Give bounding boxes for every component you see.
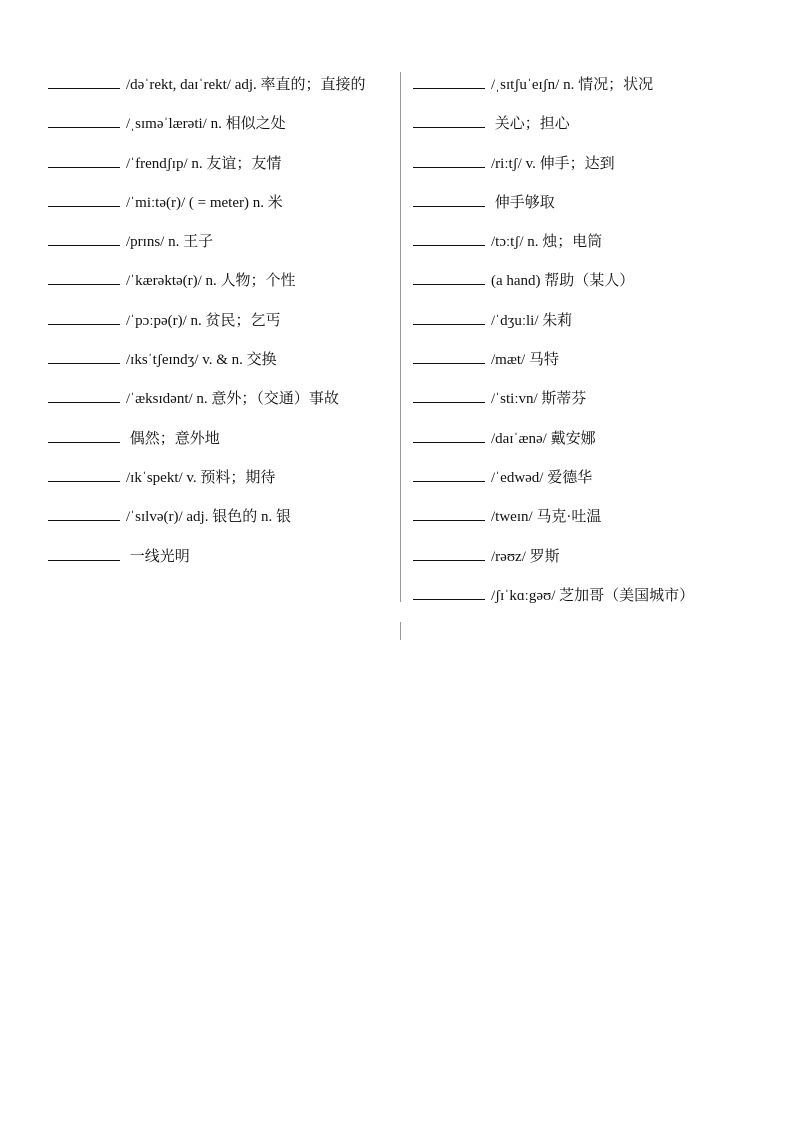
entry-text: /ʃɪˈkɑːgəʊ/ 芝加哥（美国城市） <box>491 587 695 604</box>
vocab-entry <box>48 105 388 144</box>
entry-text: /ɪkˈspekt/ v. 预料；期待 <box>126 469 276 486</box>
entry-text: /ˈstiːvn/ 斯蒂芬 <box>491 391 587 408</box>
entry-text: /riːtʃ/ v. 伸手；达到 <box>491 155 615 172</box>
vocab-entry <box>48 66 388 105</box>
answer-blank[interactable] <box>48 192 120 207</box>
entry-text: /ˈfrendʃɪp/ n. 友谊；友情 <box>126 155 282 172</box>
vocab-entry <box>413 223 733 262</box>
answer-blank[interactable] <box>413 428 485 443</box>
column-divider <box>400 72 401 602</box>
entry-text: /mæt/ 马特 <box>491 352 559 369</box>
entry-text: 一线光明 <box>126 548 190 565</box>
vocab-entry <box>413 459 733 498</box>
entry-text: /ˈsɪlvə(r)/ adj. 银色的 n. 银 <box>126 509 291 526</box>
answer-blank[interactable] <box>48 546 120 561</box>
vocab-entry <box>48 341 388 380</box>
entry-text: /daɪˈænə/ 戴安娜 <box>491 430 596 447</box>
entry-text: /tweɪn/ 马克·吐温 <box>491 509 602 526</box>
vocab-entry <box>48 538 388 577</box>
entry-text: (a hand) 帮助（某人） <box>491 273 635 290</box>
vocab-entry <box>48 380 388 419</box>
entry-text: 伸手够取 <box>491 194 555 211</box>
entry-text: /rəʊz/ 罗斯 <box>491 548 560 565</box>
left-vocabulary-column <box>48 66 388 577</box>
vocab-entry <box>48 498 388 537</box>
answer-blank[interactable] <box>48 388 120 403</box>
answer-blank[interactable] <box>48 113 120 128</box>
answer-blank[interactable] <box>413 153 485 168</box>
vocab-entry <box>413 420 733 459</box>
vocab-entry <box>48 262 388 301</box>
answer-blank[interactable] <box>48 153 120 168</box>
entry-text: /ˈpɔːpə(r)/ n. 贫民；乞丐 <box>126 312 281 329</box>
entry-text: /ɪksˈtʃeɪndʒ/ v. & n. 交换 <box>126 352 277 369</box>
vocab-entry <box>413 184 733 223</box>
vocab-entry <box>413 105 733 144</box>
vocab-entry <box>413 577 733 616</box>
answer-blank[interactable] <box>413 270 485 285</box>
entry-text: /ˈkærəktə(r)/ n. 人物；个性 <box>126 273 296 290</box>
column-divider-fragment <box>400 622 401 640</box>
answer-blank[interactable] <box>48 506 120 521</box>
answer-blank[interactable] <box>413 546 485 561</box>
right-vocabulary-column <box>413 66 733 616</box>
answer-blank[interactable] <box>413 388 485 403</box>
answer-blank[interactable] <box>48 231 120 246</box>
entry-text: /ˌsɪməˈlærəti/ n. 相似之处 <box>126 116 286 133</box>
answer-blank[interactable] <box>413 467 485 482</box>
vocab-entry <box>413 380 733 419</box>
entry-text: /tɔːtʃ/ n. 烛；电筒 <box>491 234 603 251</box>
entry-text: /ˌsɪtʃuˈeɪʃn/ n. 情况；状况 <box>491 77 654 93</box>
answer-blank[interactable] <box>413 349 485 364</box>
entry-text: /ˈmiːtə(r)/ ( = meter) n. 米 <box>126 194 283 211</box>
answer-blank[interactable] <box>413 506 485 521</box>
vocab-entry <box>413 145 733 184</box>
answer-blank[interactable] <box>48 310 120 325</box>
vocab-entry <box>413 498 733 537</box>
answer-blank[interactable] <box>48 270 120 285</box>
answer-blank[interactable] <box>48 428 120 443</box>
answer-blank[interactable] <box>413 74 485 89</box>
entry-text: /prɪns/ n. 王子 <box>126 234 214 251</box>
vocab-entry <box>48 223 388 262</box>
vocab-entry <box>48 145 388 184</box>
answer-blank[interactable] <box>413 192 485 207</box>
answer-blank[interactable] <box>413 585 485 600</box>
entry-text: /ˈedwəd/ 爱德华 <box>491 469 593 486</box>
vocab-entry <box>413 262 733 301</box>
entry-text: 偶然；意外地 <box>126 430 220 447</box>
vocab-entry <box>413 538 733 577</box>
answer-blank[interactable] <box>48 74 120 89</box>
vocab-entry <box>48 302 388 341</box>
vocab-entry <box>48 420 388 459</box>
vocab-entry <box>413 302 733 341</box>
entry-text: /ˈdʒuːli/ 朱莉 <box>491 312 573 329</box>
answer-blank[interactable] <box>413 310 485 325</box>
entry-text: /ˈæksɪdənt/ n. 意外；（交通）事故 <box>126 391 339 408</box>
vocab-entry <box>413 341 733 380</box>
answer-blank[interactable] <box>48 467 120 482</box>
answer-blank[interactable] <box>413 231 485 246</box>
answer-blank[interactable] <box>48 349 120 364</box>
entry-text: 关心；担心 <box>491 116 570 133</box>
entry-text: /dəˈrekt, daɪˈrekt/ adj. 率直的；直接的 <box>126 77 366 93</box>
vocab-entry <box>48 459 388 498</box>
vocab-entry <box>413 66 733 105</box>
vocab-entry <box>48 184 388 223</box>
answer-blank[interactable] <box>413 113 485 128</box>
